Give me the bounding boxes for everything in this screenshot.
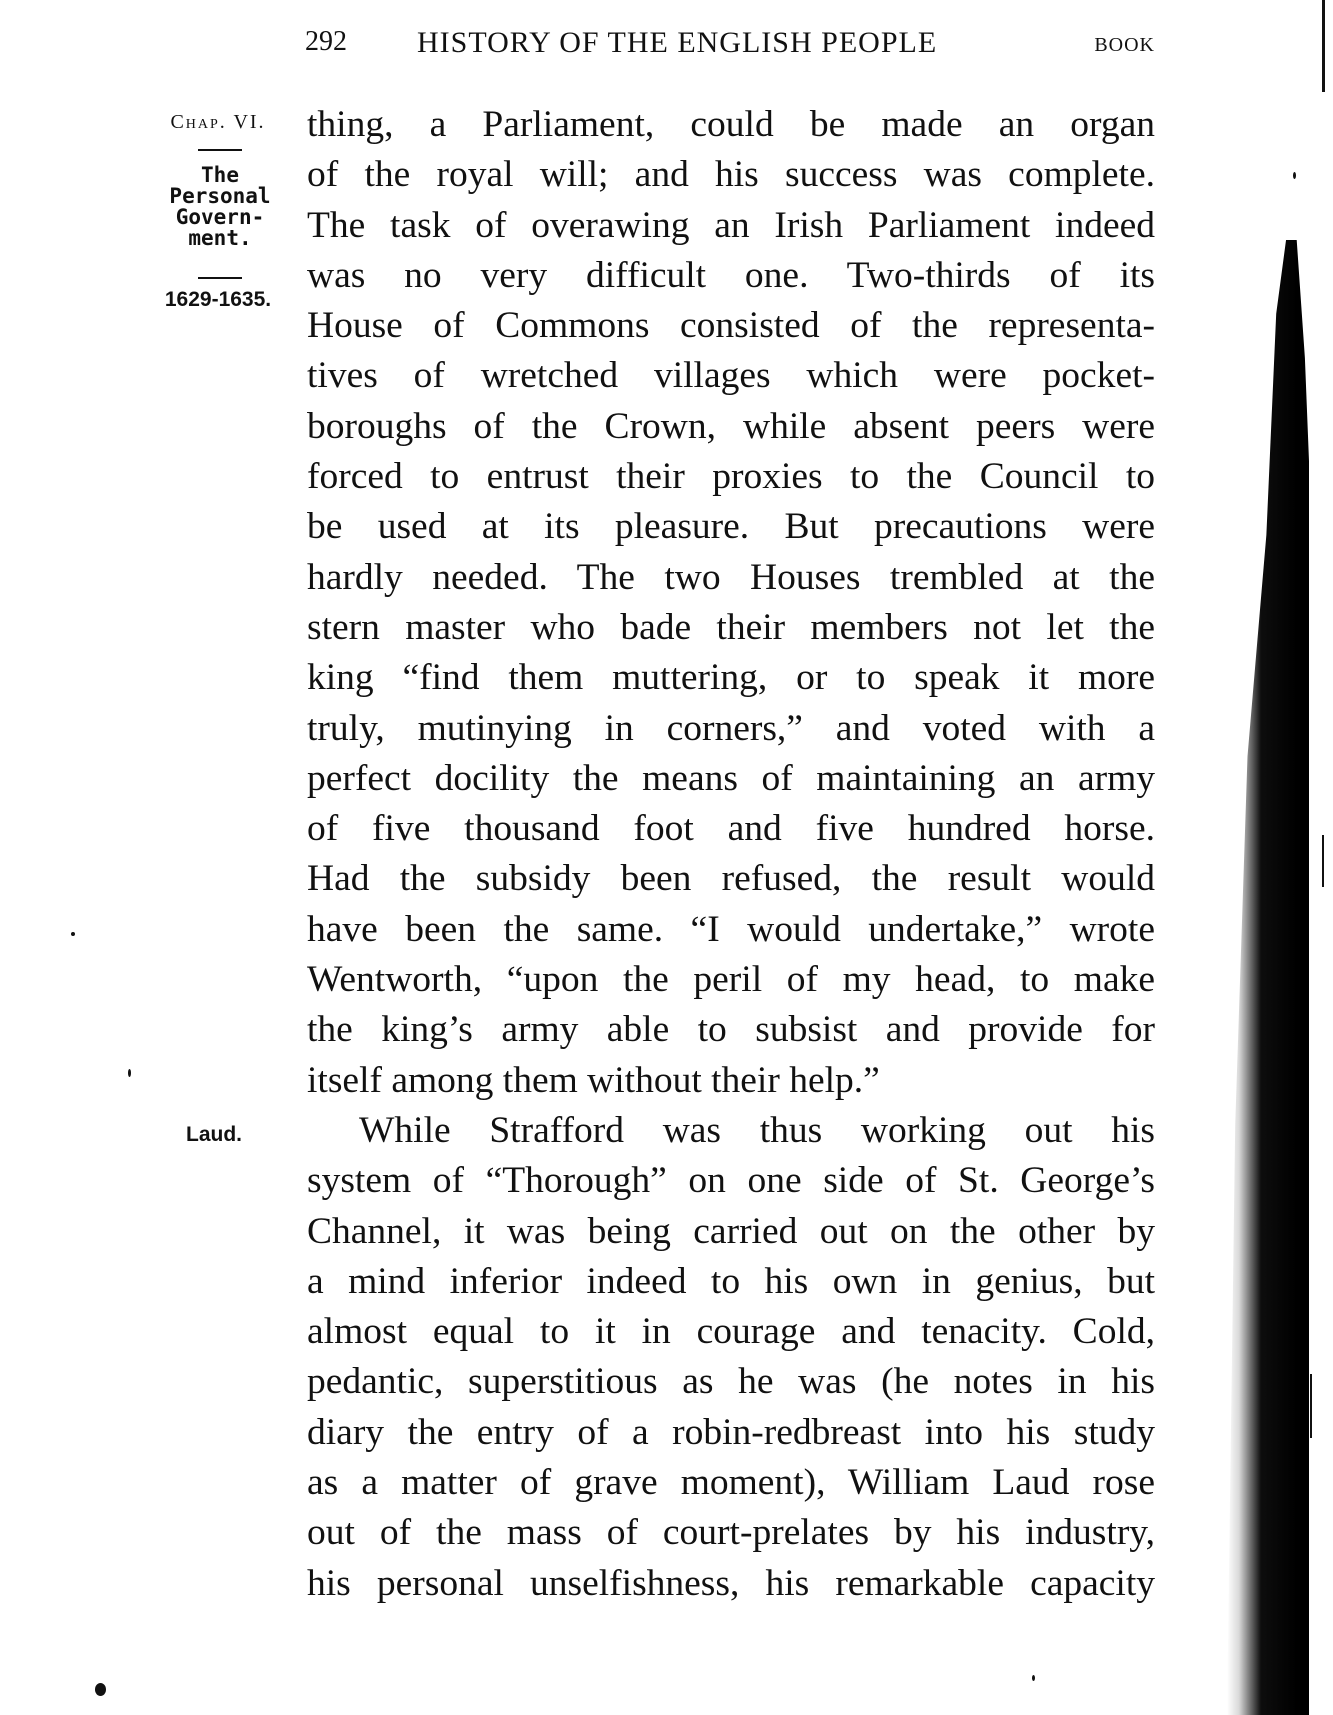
text-line: The task of overawing an Irish Parliament indeed bbox=[307, 204, 1155, 246]
text-line: pedantic, superstitious as he was (he notes in his bbox=[307, 1361, 1155, 1403]
topic-line: Govern- bbox=[175, 205, 265, 229]
text-line: itself among them without their help.” bbox=[307, 1059, 880, 1101]
text-line: thing, a Parliament, could be made an organ bbox=[307, 104, 1155, 145]
scan-edge-line bbox=[1310, 1374, 1312, 1438]
laud-sidenote: Laud. bbox=[186, 1123, 242, 1146]
text-line: a mind inferior indeed to his own in genius, but bbox=[307, 1260, 1155, 1302]
scan-edge-line bbox=[1322, 835, 1324, 887]
text-line: king “find them muttering, or to speak it more bbox=[307, 657, 1155, 699]
text-line: the king’s army able to subsist and provide for bbox=[307, 1009, 1155, 1051]
text-line: almost equal to it in courage and tenacity. Cold, bbox=[307, 1311, 1155, 1353]
text-line: Channel, it was being carried out on the other by bbox=[307, 1210, 1155, 1252]
text-line: system of “Thorough” on one side of St. George’s bbox=[307, 1160, 1155, 1202]
text-line: While Strafford was thus working out his bbox=[359, 1109, 1155, 1151]
scan-edge-line bbox=[1322, 0, 1325, 92]
topic-sidenote bbox=[150, 165, 290, 249]
running-title: HISTORY OF THE ENGLISH PEOPLE bbox=[417, 26, 938, 59]
scanned-binding-shadow bbox=[1227, 240, 1309, 1715]
text-line: out of the mass of court-prelates by his industry, bbox=[307, 1512, 1155, 1554]
scan-speck bbox=[95, 1683, 106, 1696]
text-line: House of Commons consisted of the representa- bbox=[307, 305, 1155, 347]
running-header bbox=[305, 22, 1155, 62]
text-line: Wentworth, “upon the peril of my head, to make bbox=[307, 959, 1155, 1001]
chapter-sidenote: Chap. VI. bbox=[170, 111, 266, 133]
page-number: 292 bbox=[305, 26, 347, 57]
text-line: be used at its pleasure. But precautions were bbox=[307, 506, 1155, 548]
text-line: perfect docility the means of maintaining an army bbox=[307, 757, 1155, 799]
text-line: boroughs of the Crown, while absent peers were bbox=[307, 405, 1155, 447]
text-line: as a matter of grave moment), William Laud rose bbox=[307, 1462, 1155, 1504]
text-line: truly, mutinying in corners,” and voted with a bbox=[307, 707, 1155, 749]
date-range-sidenote: 1629-1635. bbox=[164, 288, 272, 311]
text-line: was no very difficult one. Two-thirds of its bbox=[307, 254, 1155, 296]
text-line: diary the entry of a robin-redbreast into his study bbox=[307, 1411, 1155, 1453]
text-line: forced to entrust their proxies to the Council to bbox=[307, 456, 1155, 498]
topic-line: Personal bbox=[169, 184, 271, 208]
scan-speck bbox=[128, 1069, 131, 1077]
text-line: Had the subsidy been refused, the result would bbox=[307, 858, 1155, 900]
text-line: of the royal will; and his success was complete. bbox=[307, 154, 1155, 196]
scan-speck bbox=[71, 932, 75, 936]
text-line: hardly needed. The two Houses trembled at the bbox=[307, 556, 1155, 598]
text-line: of five thousand foot and five hundred horse. bbox=[307, 808, 1155, 850]
sidenote-divider bbox=[198, 277, 242, 279]
body-text bbox=[307, 100, 1155, 1609]
scan-speck bbox=[1032, 1675, 1035, 1681]
book-label: BOOK bbox=[1094, 34, 1155, 56]
text-line: his personal unselfishness, his remarkable capacity bbox=[307, 1562, 1155, 1604]
sidenote-divider bbox=[198, 149, 242, 151]
text-line: have been the same. “I would undertake,” wrote bbox=[307, 908, 1155, 950]
text-line: tives of wretched villages which were pocket- bbox=[307, 355, 1155, 397]
topic-line: ment. bbox=[188, 226, 252, 250]
topic-line: The bbox=[201, 163, 239, 187]
scan-speck bbox=[1293, 172, 1296, 179]
text-line: stern master who bade their members not let the bbox=[307, 606, 1155, 648]
